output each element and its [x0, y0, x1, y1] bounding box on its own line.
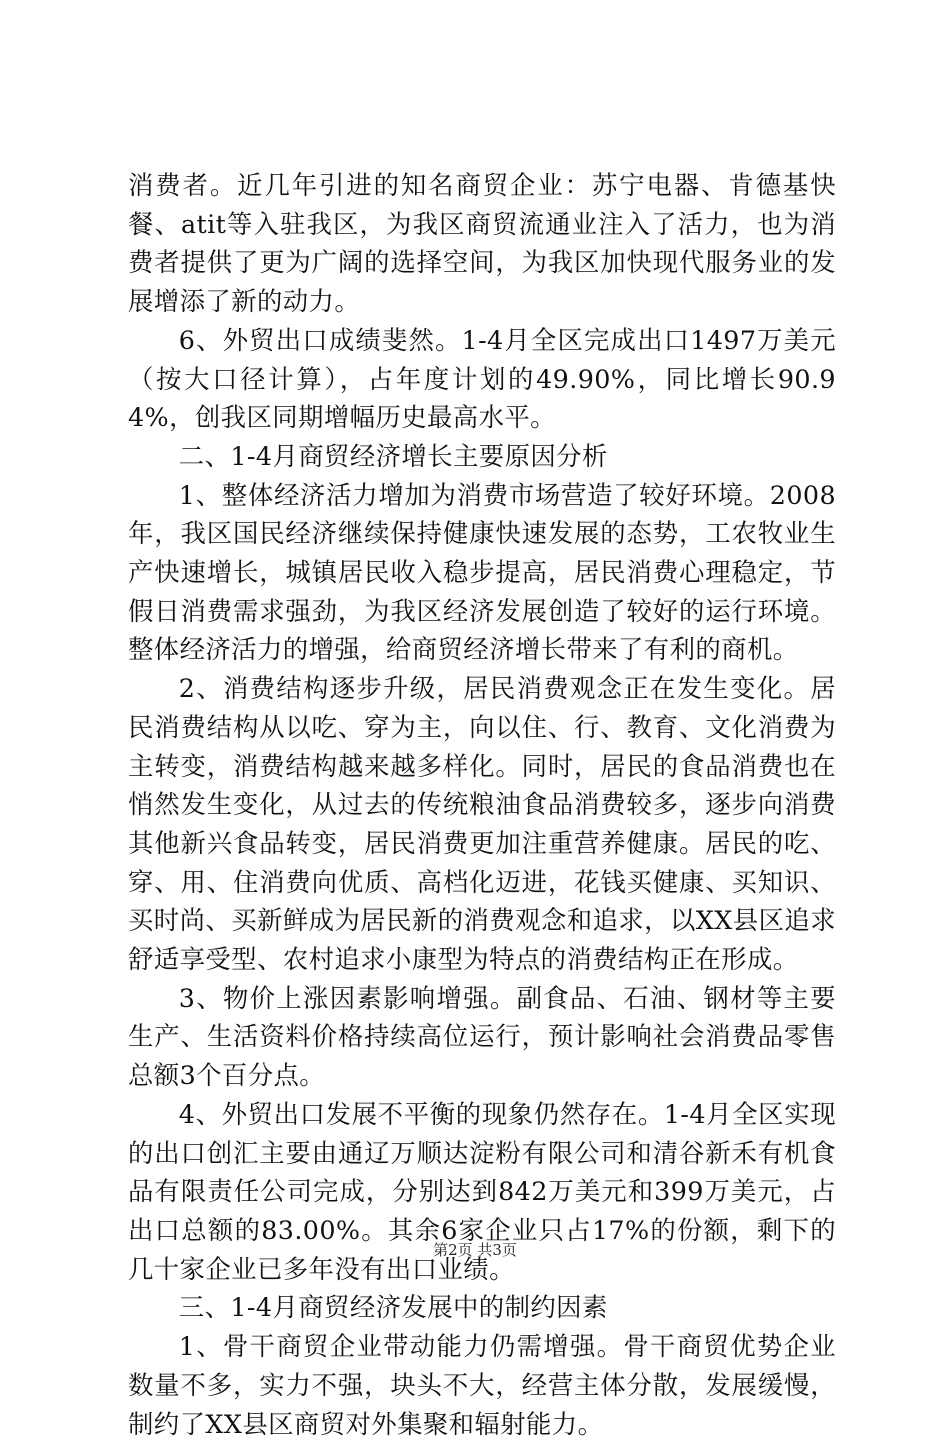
paragraph-export-imbalance: 4、外贸出口发展不平衡的现象仍然存在。1-4月全区实现的出口创汇主要由通辽万顺达淀粉有限公司和清谷新禾有机食品有限责任公司完成，分别达到842万美元和399万美元，占出口总额的83.00%。其余6家企业只占17%的份额，剩下的几十家企业已多年没有出口业绩。 — [128, 1098, 836, 1284]
section-heading-constraints: 三、1-4月商贸经济发展中的制约因素 — [178, 1292, 608, 1323]
paragraph-key-enterprises: 1、骨干商贸企业带动能力仍需增强。骨干商贸优势企业数量不多，实力不强，块头不大，经营主体分散，发展缓慢，制约了XX县区商贸对外集聚和辐射能力。 — [128, 1331, 836, 1439]
paragraph-economic-vitality: 1、整体经济活力增加为消费市场营造了较好环境。2008年，我区国民经济继续保持健康快速发展的态势，工农牧业生产快速增长，城镇居民收入稳步提高，居民消费心理稳定，节假日消费需求强劲，为我区经济发展创造了较好的运行环境。整体经济活力的增强，给商贸经济增长带来了有利的商机。 — [128, 479, 836, 665]
page-footer: 第2页 共3页 — [433, 1241, 517, 1259]
paragraph-consumption-structure: 2、消费结构逐步升级，居民消费观念正在发生变化。居民消费结构从以吃、穿为主，向以住、行、教育、文化消费为主转变，消费结构越来越多样化。同时，居民的食品消费也在悄然发生变化，从过去的传统粮油食品消费较多，逐步向消费其他新兴食品转变，居民消费更加注重营养健康。居民的吃、穿、用、住消费向优质、高档化迈进，花钱买健康、买知识、买时尚、买新鲜成为居民新的消费观念和追求，以XX县区追求舒适享受型、农村追求小康型为特点的消费结构正在形成。 — [128, 673, 836, 975]
paragraph-continuation: 消费者。近几年引进的知名商贸企业：苏宁电器、肯德基快餐、atit等入驻我区，为我区商贸流通业注入了活力，也为消费者提供了更为广阔的选择空间，为我区加快现代服务业的发展增添了新的动力。 — [128, 170, 836, 317]
section-heading-growth-reasons: 二、1-4月商贸经济增长主要原因分析 — [178, 440, 608, 471]
paragraph-foreign-trade: 6、外贸出口成绩斐然。1-4月全区完成出口1497万美元（按大口径计算），占年度计划的49.90%，同比增长90.94%，创我区同期增幅历史最高水平。 — [128, 324, 836, 433]
paragraph-price-rise: 3、物价上涨因素影响增强。副食品、石油、钢材等主要生产、生活资料价格持续高位运行，预计影响社会消费品零售总额3个百分点。 — [128, 982, 836, 1091]
